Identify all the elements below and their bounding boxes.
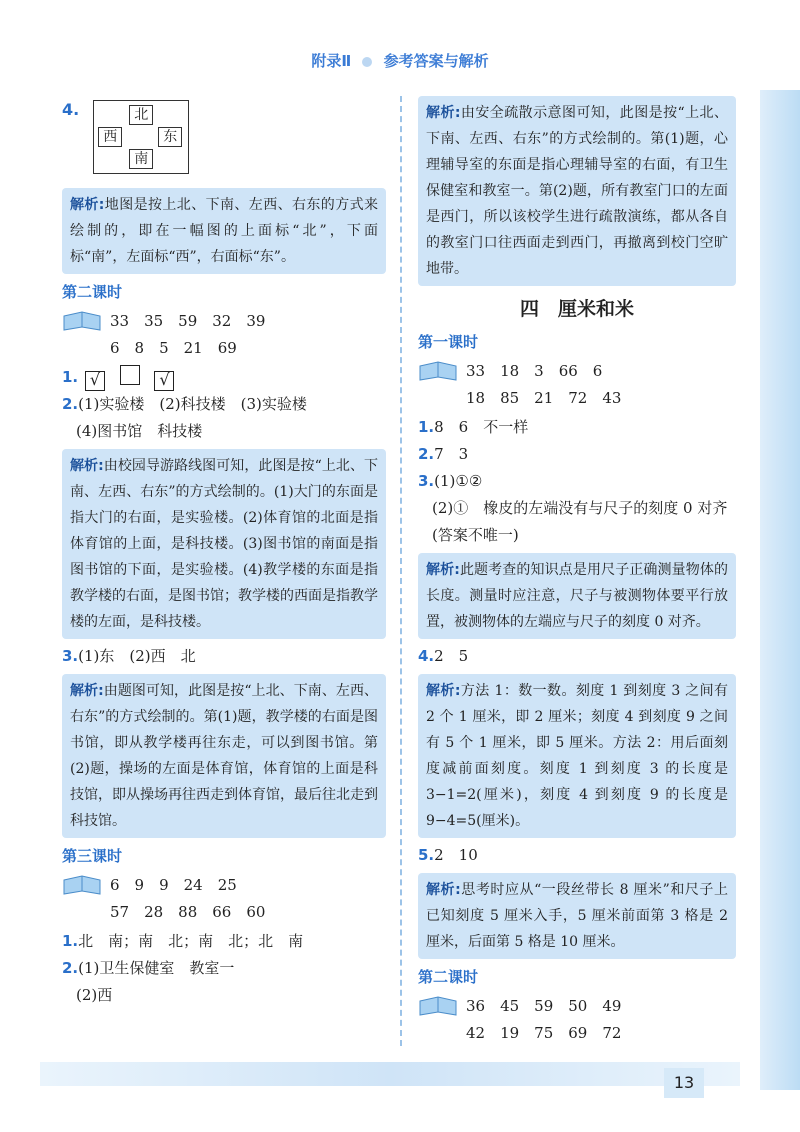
question-number: 2. <box>418 445 435 463</box>
answer-text: (1)实验楼 (2)科技楼 (3)实验楼 <box>78 395 307 413</box>
oral-calc-block <box>62 308 386 362</box>
analysis-label: 解析: <box>70 458 104 474</box>
question-number: 5. <box>418 846 435 864</box>
calc-row: 33 35 59 32 39 <box>110 312 266 330</box>
calc-row: 42 19 75 69 72 <box>466 1024 622 1042</box>
header-title: 参考答案与解析 <box>383 52 489 70</box>
analysis-label: 解析: <box>70 197 105 213</box>
page-header <box>0 50 800 71</box>
question-number: 3. <box>62 647 79 665</box>
compass-north: 北 <box>129 105 153 125</box>
checkbox-1: √ <box>85 371 105 391</box>
right-column <box>418 96 736 1049</box>
analysis-text: 此题考查的知识点是用尺子正确测量物体的长度。测量时应注意，尺子与被测物体要平行放置，被测物体的左端应与尺子的刻度 0 对齐。 <box>426 562 728 630</box>
answer-text: 北 南；南 北；南 北；北 南 <box>78 932 304 950</box>
lesson-title: 第三课时 <box>62 847 123 865</box>
question-3 <box>62 643 386 670</box>
question-4 <box>62 100 386 174</box>
question-number: 2. <box>62 395 79 413</box>
analysis-box <box>418 96 736 286</box>
analysis-box <box>418 873 736 959</box>
analysis-label: 解析: <box>426 882 461 898</box>
analysis-text: 方法 1：数一数。刻度 1 到刻度 3 之间有 2 个 1 厘米，即 2 厘米；刻度 4 到刻度 9 之间有 5 个 1 厘米，即 5 厘米。方法 2：用后面刻度减前面刻度。刻度 1 到刻度 3 的长度是 3−1=2(厘米)，刻度 4 到刻度 9 的长度是 9−4=5(厘米)。 <box>426 683 728 829</box>
page-number: 13 <box>664 1068 704 1098</box>
analysis-label: 解析: <box>426 105 461 121</box>
analysis-box <box>418 674 736 838</box>
question-number: 4. <box>62 100 80 119</box>
question-2 <box>418 441 736 468</box>
oral-calc-block <box>62 872 386 926</box>
question-4 <box>418 643 736 670</box>
answer-text: 2 10 <box>434 846 478 864</box>
compass-west: 西 <box>98 127 122 147</box>
question-5 <box>418 842 736 869</box>
answer-text: (1)①② <box>434 472 483 490</box>
oral-calc-block <box>418 993 736 1047</box>
page-edge-decoration <box>760 90 800 1090</box>
left-column <box>62 96 386 1009</box>
lesson-title: 第二课时 <box>62 283 123 301</box>
book-icon <box>62 874 102 898</box>
checkbox-3: √ <box>154 371 174 391</box>
answer-text: (2)西 <box>76 986 113 1004</box>
analysis-box <box>62 449 386 639</box>
question-number: 4. <box>418 647 435 665</box>
question-number: 1. <box>62 932 79 950</box>
analysis-box <box>62 188 386 274</box>
answer-text: (2)① 橡皮的左端没有与尺子的刻度 0 对齐 <box>432 499 728 517</box>
answer-text: (1)卫生保健室 教室一 <box>78 959 235 977</box>
analysis-text: 由安全疏散示意图可知，此图是按“上北、下南、左西、右东”的方式绘制的。第(1)题，心理辅导室的东面是指心理辅导室的右面，有卫生保健室和教室一。第(2)题，所有教室门口的左面是西门，所以该校学生进行疏散演练，都从各自的教室门口往西面走到西门，再撤离到校门空旷地带。 <box>426 105 728 277</box>
analysis-label: 解析: <box>70 683 104 699</box>
checkbox-2 <box>120 365 140 385</box>
analysis-text: 思考时应从“一段丝带长 8 厘米”和尺子上已知刻度 5 厘米入手，5 厘米前面第 3 格是 2 厘米，后面第 5 格是 10 厘米。 <box>426 882 728 950</box>
bottom-decoration <box>40 1062 740 1086</box>
analysis-text: 地图是按上北、下南、左西、右东的方式来绘制的，即在一幅图的上面标“北”，下面标“南”，左面标“西”，右面标“东”。 <box>70 197 378 265</box>
answer-text: (1)东 (2)西 北 <box>78 647 196 665</box>
answer-text: (4)图书馆 科技楼 <box>76 422 203 440</box>
calc-row: 6 8 5 21 69 <box>110 339 237 357</box>
book-icon <box>62 310 102 334</box>
question-1 <box>418 414 736 441</box>
analysis-box <box>62 674 386 838</box>
calc-row: 18 85 21 72 43 <box>466 389 622 407</box>
answer-text: 8 6 不一样 <box>434 418 529 436</box>
answer-text: 7 3 <box>434 445 469 463</box>
analysis-text: 由题图可知，此图是按“上北、下南、左西、右东”的方式绘制的。第(1)题，教学楼的右面是图书馆，即从教学楼再往东走，可以到图书馆。第(2)题，操场的左面是体育馆，体育馆的上面是科技馆，即从操场再往西走到体育馆，最后往北走到科技馆。 <box>70 683 378 829</box>
analysis-text: 由校园导游路线图可知，此图是按“上北、下南、左西、右东”的方式绘制的。(1)大门的东面是指大门的右面，是实验楼。(2)体育馆的北面是指体育馆的上面，是科技楼。(3)图书馆的南面是指图书馆的下面，是实验楼。(4)教学楼的东面是指教学楼的右面，是图书馆；教学楼的西面是指教学楼的左面，是科技楼。 <box>70 458 378 630</box>
analysis-label: 解析: <box>426 683 461 699</box>
question-number: 3. <box>418 472 435 490</box>
analysis-box <box>418 553 736 639</box>
book-icon <box>418 995 458 1019</box>
question-2 <box>62 955 386 982</box>
compass-east: 东 <box>158 127 182 147</box>
answer-text: 2 5 <box>434 647 469 665</box>
question-number: 1. <box>62 368 79 386</box>
question-2 <box>62 391 386 418</box>
lesson-title: 第二课时 <box>418 968 479 986</box>
question-1 <box>62 928 386 955</box>
compass-south: 南 <box>129 149 153 169</box>
lesson-title: 第一课时 <box>418 333 479 351</box>
answer-text: (答案不唯一) <box>432 526 519 544</box>
column-divider <box>400 96 402 1046</box>
calc-row: 57 28 88 66 60 <box>110 903 266 921</box>
compass-diagram <box>93 100 189 174</box>
chapter-title: 四 厘米和米 <box>519 298 634 320</box>
question-number: 2. <box>62 959 79 977</box>
question-1 <box>62 364 386 391</box>
calc-row: 33 18 3 66 6 <box>466 362 603 380</box>
appendix-label: 附录Ⅱ <box>311 52 352 70</box>
question-3 <box>418 468 736 495</box>
book-icon <box>418 360 458 384</box>
calc-row: 36 45 59 50 49 <box>466 997 622 1015</box>
separator-dot-icon <box>362 57 372 67</box>
analysis-label: 解析: <box>426 562 460 578</box>
question-number: 1. <box>418 418 435 436</box>
oral-calc-block <box>418 358 736 412</box>
calc-row: 6 9 9 24 25 <box>110 876 237 894</box>
